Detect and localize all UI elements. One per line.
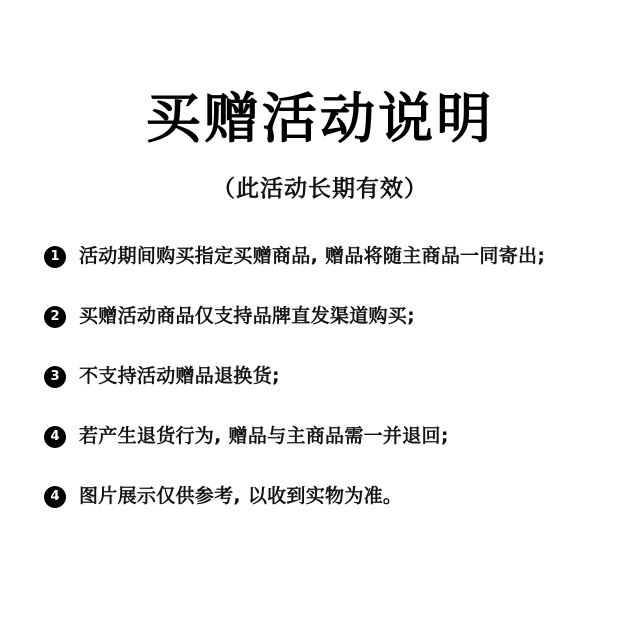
list-marker-4: 4 <box>44 426 66 448</box>
list-item <box>44 297 610 357</box>
list-item <box>44 357 610 417</box>
list-item-text: 图片展示仅供参考, 以收到实物为准。 <box>79 485 403 508</box>
list-item <box>44 417 610 477</box>
list-marker-5: 4 <box>44 486 66 508</box>
list-item-text: 若产生退货行为, 赠品与主商品需一并退回; <box>79 425 449 448</box>
list-marker-3: 3 <box>44 366 66 388</box>
list-item-text: 买赠活动商品仅支持品牌直发渠道购买; <box>79 305 415 328</box>
page-title: 买赠活动说明 <box>145 87 495 150</box>
list-item-text: 不支持活动赠品退换货; <box>79 365 280 388</box>
list-marker-1: 1 <box>44 246 66 268</box>
list-item <box>44 477 610 537</box>
page-subtitle: （此活动长期有效） <box>212 176 428 203</box>
list-item <box>44 237 610 297</box>
notice-list <box>0 237 640 537</box>
list-item-text: 活动期间购买指定买赠商品, 赠品将随主商品一同寄出; <box>79 245 546 268</box>
list-marker-2: 2 <box>44 306 66 328</box>
